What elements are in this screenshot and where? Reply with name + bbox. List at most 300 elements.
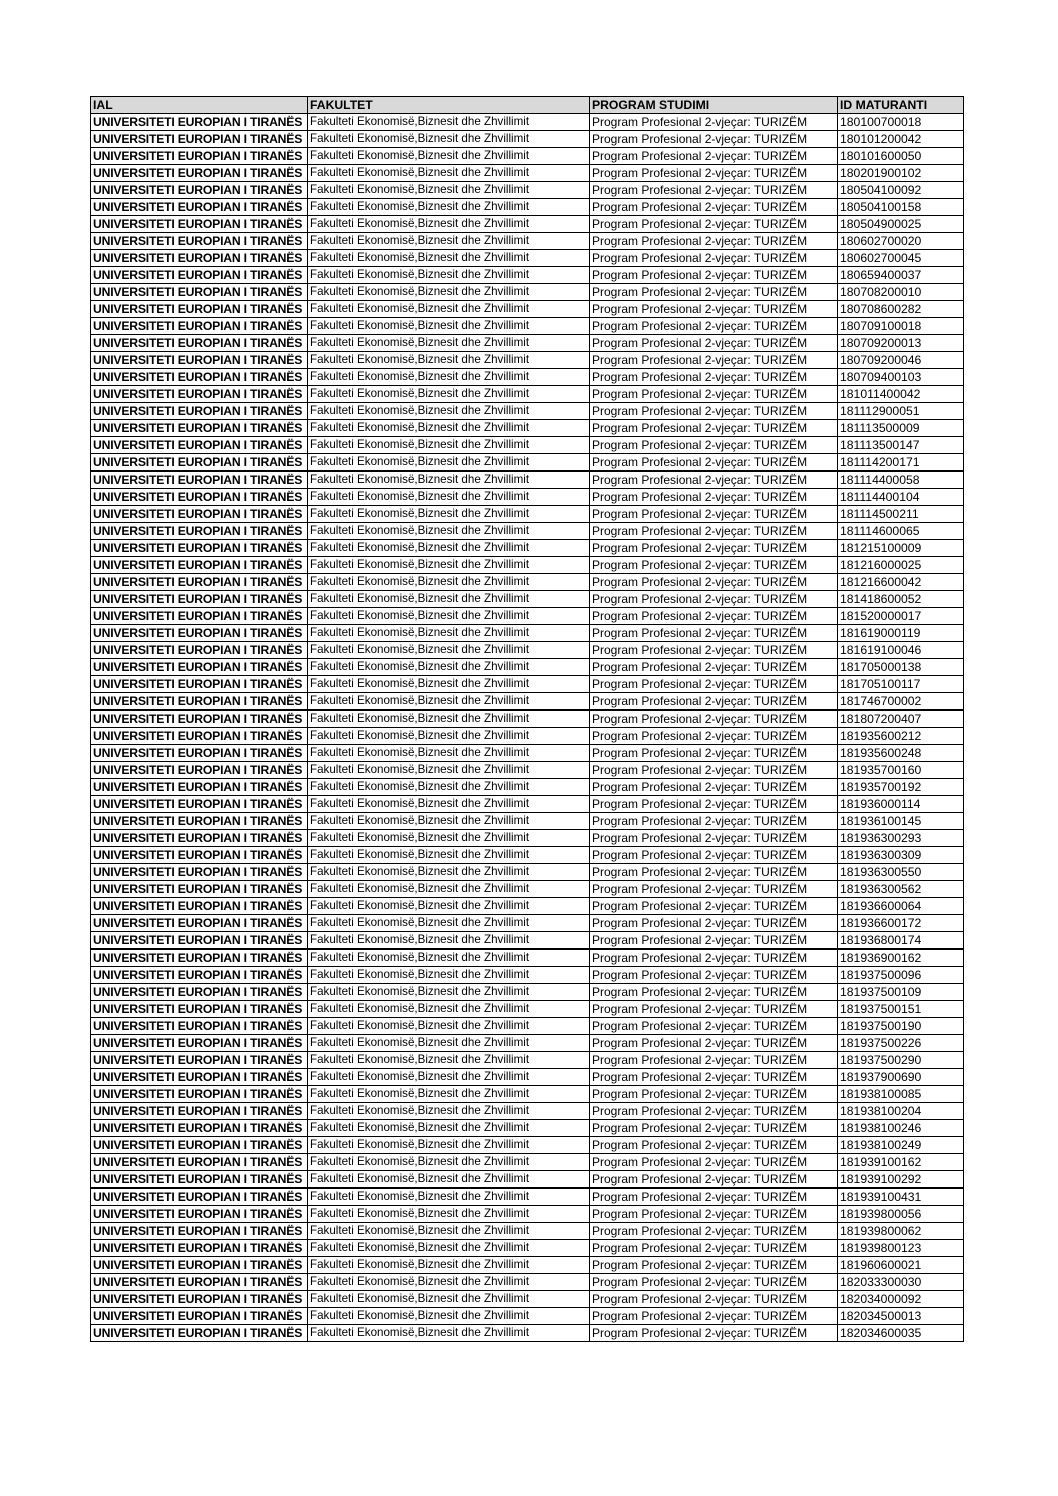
table-row [91, 1171, 964, 1189]
table-row [91, 540, 964, 557]
cell-ial: UNIVERSITETI EUROPIAN I TIRANËS [91, 710, 308, 728]
cell-program: Program Profesional 2-vjeçar: TURIZËM [590, 540, 838, 557]
table-row [91, 1001, 964, 1018]
cell-fakultet: Fakulteti Ekonomisë,Biznesit dhe Zhvillimit [308, 506, 590, 523]
table-row [91, 233, 964, 250]
cell-fakultet: Fakulteti Ekonomisë,Biznesit dhe Zhvillimit [308, 301, 590, 318]
cell-program: Program Profesional 2-vjeçar: TURIZËM [590, 676, 838, 693]
cell-id-maturanti: 181112900051 [838, 403, 964, 420]
cell-fakultet: Fakulteti Ekonomisë,Biznesit dhe Zhvillimit [308, 728, 590, 745]
cell-program: Program Profesional 2-vjeçar: TURIZËM [590, 1120, 838, 1137]
cell-fakultet: Fakulteti Ekonomisë,Biznesit dhe Zhvillimit [308, 796, 590, 813]
cell-ial: UNIVERSITETI EUROPIAN I TIRANËS [91, 1240, 308, 1257]
cell-ial: UNIVERSITETI EUROPIAN I TIRANËS [91, 1206, 308, 1223]
cell-fakultet: Fakulteti Ekonomisë,Biznesit dhe Zhvillimit [308, 898, 590, 915]
table-row [91, 216, 964, 233]
cell-ial: UNIVERSITETI EUROPIAN I TIRANËS [91, 216, 308, 233]
cell-id-maturanti: 181938100249 [838, 1137, 964, 1154]
cell-program: Program Profesional 2-vjeçar: TURIZËM [590, 1086, 838, 1103]
cell-ial: UNIVERSITETI EUROPIAN I TIRANËS [91, 984, 308, 1001]
cell-fakultet: Fakulteti Ekonomisë,Biznesit dhe Zhvillimit [308, 284, 590, 301]
cell-ial: UNIVERSITETI EUROPIAN I TIRANËS [91, 608, 308, 625]
cell-fakultet: Fakulteti Ekonomisë,Biznesit dhe Zhvillimit [308, 523, 590, 540]
table-body [91, 114, 964, 1342]
cell-ial: UNIVERSITETI EUROPIAN I TIRANËS [91, 318, 308, 335]
table-row [91, 199, 964, 216]
cell-ial: UNIVERSITETI EUROPIAN I TIRANËS [91, 114, 308, 131]
cell-fakultet: Fakulteti Ekonomisë,Biznesit dhe Zhvillimit [308, 131, 590, 148]
cell-id-maturanti: 180708600282 [838, 301, 964, 318]
cell-fakultet: Fakulteti Ekonomisë,Biznesit dhe Zhvillimit [308, 1240, 590, 1257]
table-row [91, 608, 964, 625]
cell-fakultet: Fakulteti Ekonomisë,Biznesit dhe Zhvillimit [308, 489, 590, 506]
cell-program: Program Profesional 2-vjeçar: TURIZËM [590, 1171, 838, 1189]
header-fakultet: FAKULTET [308, 97, 590, 114]
cell-id-maturanti: 180101600050 [838, 148, 964, 165]
cell-program: Program Profesional 2-vjeçar: TURIZËM [590, 165, 838, 182]
cell-fakultet: Fakulteti Ekonomisë,Biznesit dhe Zhvillimit [308, 148, 590, 165]
cell-fakultet: Fakulteti Ekonomisë,Biznesit dhe Zhvillimit [308, 1325, 590, 1342]
cell-id-maturanti: 181936600172 [838, 915, 964, 932]
cell-program: Program Profesional 2-vjeçar: TURIZËM [590, 710, 838, 728]
cell-fakultet: Fakulteti Ekonomisë,Biznesit dhe Zhvillimit [308, 967, 590, 984]
cell-id-maturanti: 180504100092 [838, 182, 964, 199]
cell-program: Program Profesional 2-vjeçar: TURIZËM [590, 301, 838, 318]
table-row [91, 182, 964, 199]
cell-id-maturanti: 180709400103 [838, 369, 964, 386]
cell-ial: UNIVERSITETI EUROPIAN I TIRANËS [91, 1001, 308, 1018]
cell-ial: UNIVERSITETI EUROPIAN I TIRANËS [91, 676, 308, 693]
cell-fakultet: Fakulteti Ekonomisë,Biznesit dhe Zhvillimit [308, 1069, 590, 1086]
table-row [91, 642, 964, 659]
cell-fakultet: Fakulteti Ekonomisë,Biznesit dhe Zhvillimit [308, 779, 590, 796]
cell-ial: UNIVERSITETI EUROPIAN I TIRANËS [91, 557, 308, 574]
table-row [91, 1018, 964, 1035]
cell-id-maturanti: 180504900025 [838, 216, 964, 233]
cell-fakultet: Fakulteti Ekonomisë,Biznesit dhe Zhvillimit [308, 710, 590, 728]
cell-program: Program Profesional 2-vjeçar: TURIZËM [590, 1291, 838, 1308]
cell-program: Program Profesional 2-vjeçar: TURIZËM [590, 420, 838, 437]
cell-fakultet: Fakulteti Ekonomisë,Biznesit dhe Zhvillimit [308, 1018, 590, 1035]
table-row [91, 1308, 964, 1325]
cell-ial: UNIVERSITETI EUROPIAN I TIRANËS [91, 250, 308, 267]
cell-id-maturanti: 181936000114 [838, 796, 964, 813]
cell-fakultet: Fakulteti Ekonomisë,Biznesit dhe Zhvillimit [308, 1223, 590, 1240]
cell-ial: UNIVERSITETI EUROPIAN I TIRANËS [91, 233, 308, 250]
cell-ial: UNIVERSITETI EUROPIAN I TIRANËS [91, 301, 308, 318]
cell-fakultet: Fakulteti Ekonomisë,Biznesit dhe Zhvillimit [308, 386, 590, 403]
cell-id-maturanti: 181705000138 [838, 659, 964, 676]
cell-id-maturanti: 180602700020 [838, 233, 964, 250]
cell-program: Program Profesional 2-vjeçar: TURIZËM [590, 216, 838, 233]
table-row [91, 1188, 964, 1206]
cell-ial: UNIVERSITETI EUROPIAN I TIRANËS [91, 182, 308, 199]
cell-fakultet: Fakulteti Ekonomisë,Biznesit dhe Zhvillimit [308, 165, 590, 182]
cell-program: Program Profesional 2-vjeçar: TURIZËM [590, 131, 838, 148]
cell-id-maturanti: 180100700018 [838, 114, 964, 131]
cell-fakultet: Fakulteti Ekonomisë,Biznesit dhe Zhvillimit [308, 745, 590, 762]
cell-fakultet: Fakulteti Ekonomisë,Biznesit dhe Zhvillimit [308, 233, 590, 250]
table-row [91, 131, 964, 148]
cell-program: Program Profesional 2-vjeçar: TURIZËM [590, 915, 838, 932]
table-row [91, 1154, 964, 1171]
cell-fakultet: Fakulteti Ekonomisë,Biznesit dhe Zhvillimit [308, 830, 590, 847]
cell-ial: UNIVERSITETI EUROPIAN I TIRANËS [91, 420, 308, 437]
cell-id-maturanti: 180709200013 [838, 335, 964, 352]
cell-id-maturanti: 180709200046 [838, 352, 964, 369]
cell-fakultet: Fakulteti Ekonomisë,Biznesit dhe Zhvillimit [308, 693, 590, 711]
cell-fakultet: Fakulteti Ekonomisë,Biznesit dhe Zhvillimit [308, 949, 590, 967]
cell-program: Program Profesional 2-vjeçar: TURIZËM [590, 1137, 838, 1154]
cell-id-maturanti: 181936800174 [838, 932, 964, 950]
cell-fakultet: Fakulteti Ekonomisë,Biznesit dhe Zhvillimit [308, 1188, 590, 1206]
cell-program: Program Profesional 2-vjeçar: TURIZËM [590, 199, 838, 216]
cell-program: Program Profesional 2-vjeçar: TURIZËM [590, 967, 838, 984]
cell-ial: UNIVERSITETI EUROPIAN I TIRANËS [91, 369, 308, 386]
cell-ial: UNIVERSITETI EUROPIAN I TIRANËS [91, 1257, 308, 1274]
cell-id-maturanti: 181937500151 [838, 1001, 964, 1018]
cell-ial: UNIVERSITETI EUROPIAN I TIRANËS [91, 165, 308, 182]
table-row [91, 471, 964, 489]
cell-program: Program Profesional 2-vjeçar: TURIZËM [590, 813, 838, 830]
cell-fakultet: Fakulteti Ekonomisë,Biznesit dhe Zhvillimit [308, 335, 590, 352]
cell-program: Program Profesional 2-vjeçar: TURIZËM [590, 454, 838, 472]
cell-program: Program Profesional 2-vjeçar: TURIZËM [590, 1325, 838, 1342]
table-row [91, 148, 964, 165]
cell-ial: UNIVERSITETI EUROPIAN I TIRANËS [91, 1086, 308, 1103]
cell-fakultet: Fakulteti Ekonomisë,Biznesit dhe Zhvillimit [308, 182, 590, 199]
cell-id-maturanti: 182033300030 [838, 1274, 964, 1291]
cell-fakultet: Fakulteti Ekonomisë,Biznesit dhe Zhvillimit [308, 199, 590, 216]
cell-ial: UNIVERSITETI EUROPIAN I TIRANËS [91, 949, 308, 967]
table-row [91, 659, 964, 676]
cell-ial: UNIVERSITETI EUROPIAN I TIRANËS [91, 386, 308, 403]
table-row [91, 1103, 964, 1120]
cell-program: Program Profesional 2-vjeçar: TURIZËM [590, 267, 838, 284]
cell-ial: UNIVERSITETI EUROPIAN I TIRANËS [91, 131, 308, 148]
cell-fakultet: Fakulteti Ekonomisë,Biznesit dhe Zhvillimit [308, 984, 590, 1001]
cell-id-maturanti: 181937500290 [838, 1052, 964, 1069]
cell-id-maturanti: 181520000017 [838, 608, 964, 625]
cell-id-maturanti: 181939100162 [838, 1154, 964, 1171]
table-row [91, 796, 964, 813]
table-header-row [91, 97, 964, 114]
cell-id-maturanti: 181938100246 [838, 1120, 964, 1137]
cell-id-maturanti: 181215100009 [838, 540, 964, 557]
cell-program: Program Profesional 2-vjeçar: TURIZËM [590, 523, 838, 540]
cell-ial: UNIVERSITETI EUROPIAN I TIRANËS [91, 148, 308, 165]
cell-fakultet: Fakulteti Ekonomisë,Biznesit dhe Zhvillimit [308, 216, 590, 233]
cell-id-maturanti: 181113500147 [838, 437, 964, 454]
cell-program: Program Profesional 2-vjeçar: TURIZËM [590, 574, 838, 591]
table-row [91, 881, 964, 898]
table-row [91, 1240, 964, 1257]
cell-fakultet: Fakulteti Ekonomisë,Biznesit dhe Zhvillimit [308, 1257, 590, 1274]
cell-id-maturanti: 181939800123 [838, 1240, 964, 1257]
table-row [91, 1086, 964, 1103]
cell-ial: UNIVERSITETI EUROPIAN I TIRANËS [91, 881, 308, 898]
cell-program: Program Profesional 2-vjeçar: TURIZËM [590, 233, 838, 250]
cell-program: Program Profesional 2-vjeçar: TURIZËM [590, 386, 838, 403]
cell-program: Program Profesional 2-vjeçar: TURIZËM [590, 864, 838, 881]
cell-fakultet: Fakulteti Ekonomisë,Biznesit dhe Zhvillimit [308, 1052, 590, 1069]
cell-ial: UNIVERSITETI EUROPIAN I TIRANËS [91, 267, 308, 284]
cell-ial: UNIVERSITETI EUROPIAN I TIRANËS [91, 779, 308, 796]
cell-id-maturanti: 181216600042 [838, 574, 964, 591]
table-row [91, 779, 964, 796]
cell-id-maturanti: 181935600212 [838, 728, 964, 745]
table-row [91, 898, 964, 915]
cell-fakultet: Fakulteti Ekonomisë,Biznesit dhe Zhvillimit [308, 1086, 590, 1103]
cell-program: Program Profesional 2-vjeçar: TURIZËM [590, 728, 838, 745]
cell-program: Program Profesional 2-vjeçar: TURIZËM [590, 1018, 838, 1035]
cell-id-maturanti: 181937500226 [838, 1035, 964, 1052]
table-row [91, 1137, 964, 1154]
cell-ial: UNIVERSITETI EUROPIAN I TIRANËS [91, 847, 308, 864]
cell-id-maturanti: 181937500190 [838, 1018, 964, 1035]
cell-ial: UNIVERSITETI EUROPIAN I TIRANËS [91, 199, 308, 216]
table-row [91, 915, 964, 932]
cell-ial: UNIVERSITETI EUROPIAN I TIRANËS [91, 830, 308, 847]
cell-id-maturanti: 181939100431 [838, 1188, 964, 1206]
cell-program: Program Profesional 2-vjeçar: TURIZËM [590, 898, 838, 915]
cell-fakultet: Fakulteti Ekonomisë,Biznesit dhe Zhvillimit [308, 676, 590, 693]
table-row [91, 710, 964, 728]
cell-id-maturanti: 181746700002 [838, 693, 964, 711]
cell-ial: UNIVERSITETI EUROPIAN I TIRANËS [91, 352, 308, 369]
table-row [91, 352, 964, 369]
table-row [91, 437, 964, 454]
cell-ial: UNIVERSITETI EUROPIAN I TIRANËS [91, 335, 308, 352]
cell-id-maturanti: 182034000092 [838, 1291, 964, 1308]
cell-fakultet: Fakulteti Ekonomisë,Biznesit dhe Zhvillimit [308, 557, 590, 574]
cell-fakultet: Fakulteti Ekonomisë,Biznesit dhe Zhvillimit [308, 1137, 590, 1154]
table-row [91, 625, 964, 642]
cell-ial: UNIVERSITETI EUROPIAN I TIRANËS [91, 284, 308, 301]
cell-fakultet: Fakulteti Ekonomisë,Biznesit dhe Zhvillimit [308, 1035, 590, 1052]
table-row [91, 420, 964, 437]
cell-program: Program Profesional 2-vjeçar: TURIZËM [590, 1257, 838, 1274]
cell-ial: UNIVERSITETI EUROPIAN I TIRANËS [91, 1291, 308, 1308]
student-table [90, 96, 964, 1342]
cell-id-maturanti: 181011400042 [838, 386, 964, 403]
cell-ial: UNIVERSITETI EUROPIAN I TIRANËS [91, 1018, 308, 1035]
cell-id-maturanti: 181113500009 [838, 420, 964, 437]
cell-ial: UNIVERSITETI EUROPIAN I TIRANËS [91, 693, 308, 711]
table-row [91, 1325, 964, 1342]
table-row [91, 693, 964, 711]
cell-ial: UNIVERSITETI EUROPIAN I TIRANËS [91, 437, 308, 454]
cell-program: Program Profesional 2-vjeçar: TURIZËM [590, 1052, 838, 1069]
table-row [91, 847, 964, 864]
document-page [90, 96, 963, 1342]
table-row [91, 932, 964, 950]
cell-fakultet: Fakulteti Ekonomisë,Biznesit dhe Zhvillimit [308, 1171, 590, 1189]
cell-ial: UNIVERSITETI EUROPIAN I TIRANËS [91, 813, 308, 830]
table-row [91, 745, 964, 762]
table-row [91, 949, 964, 967]
cell-program: Program Profesional 2-vjeçar: TURIZËM [590, 830, 838, 847]
cell-fakultet: Fakulteti Ekonomisë,Biznesit dhe Zhvillimit [308, 642, 590, 659]
cell-id-maturanti: 181938100204 [838, 1103, 964, 1120]
cell-fakultet: Fakulteti Ekonomisë,Biznesit dhe Zhvillimit [308, 591, 590, 608]
table-row [91, 114, 964, 131]
cell-fakultet: Fakulteti Ekonomisë,Biznesit dhe Zhvillimit [308, 1206, 590, 1223]
table-row [91, 967, 964, 984]
cell-id-maturanti: 181935700192 [838, 779, 964, 796]
cell-id-maturanti: 180101200042 [838, 131, 964, 148]
cell-ial: UNIVERSITETI EUROPIAN I TIRANËS [91, 403, 308, 420]
cell-id-maturanti: 181114200171 [838, 454, 964, 472]
cell-program: Program Profesional 2-vjeçar: TURIZËM [590, 1240, 838, 1257]
table-row [91, 386, 964, 403]
cell-id-maturanti: 181114400058 [838, 471, 964, 489]
cell-ial: UNIVERSITETI EUROPIAN I TIRANËS [91, 574, 308, 591]
cell-id-maturanti: 181619000119 [838, 625, 964, 642]
cell-fakultet: Fakulteti Ekonomisë,Biznesit dhe Zhvillimit [308, 1154, 590, 1171]
table-row [91, 728, 964, 745]
cell-fakultet: Fakulteti Ekonomisë,Biznesit dhe Zhvillimit [308, 1291, 590, 1308]
cell-ial: UNIVERSITETI EUROPIAN I TIRANËS [91, 659, 308, 676]
cell-program: Program Profesional 2-vjeçar: TURIZËM [590, 1206, 838, 1223]
cell-ial: UNIVERSITETI EUROPIAN I TIRANËS [91, 915, 308, 932]
cell-ial: UNIVERSITETI EUROPIAN I TIRANËS [91, 745, 308, 762]
cell-program: Program Profesional 2-vjeçar: TURIZËM [590, 284, 838, 301]
cell-id-maturanti: 182034500013 [838, 1308, 964, 1325]
cell-fakultet: Fakulteti Ekonomisë,Biznesit dhe Zhvillimit [308, 403, 590, 420]
cell-id-maturanti: 181619100046 [838, 642, 964, 659]
cell-ial: UNIVERSITETI EUROPIAN I TIRANËS [91, 591, 308, 608]
table-row [91, 574, 964, 591]
cell-program: Program Profesional 2-vjeçar: TURIZËM [590, 762, 838, 779]
cell-ial: UNIVERSITETI EUROPIAN I TIRANËS [91, 1069, 308, 1086]
cell-ial: UNIVERSITETI EUROPIAN I TIRANËS [91, 796, 308, 813]
table-row [91, 335, 964, 352]
cell-program: Program Profesional 2-vjeçar: TURIZËM [590, 1308, 838, 1325]
cell-fakultet: Fakulteti Ekonomisë,Biznesit dhe Zhvillimit [308, 267, 590, 284]
cell-fakultet: Fakulteti Ekonomisë,Biznesit dhe Zhvillimit [308, 1274, 590, 1291]
cell-program: Program Profesional 2-vjeçar: TURIZËM [590, 335, 838, 352]
cell-program: Program Profesional 2-vjeçar: TURIZËM [590, 881, 838, 898]
cell-id-maturanti: 181705100117 [838, 676, 964, 693]
cell-ial: UNIVERSITETI EUROPIAN I TIRANËS [91, 1120, 308, 1137]
table-row [91, 506, 964, 523]
cell-ial: UNIVERSITETI EUROPIAN I TIRANËS [91, 1154, 308, 1171]
table-row [91, 250, 964, 267]
table-row [91, 489, 964, 506]
cell-id-maturanti: 180659400037 [838, 267, 964, 284]
cell-fakultet: Fakulteti Ekonomisë,Biznesit dhe Zhvillimit [308, 574, 590, 591]
table-row [91, 1257, 964, 1274]
cell-program: Program Profesional 2-vjeçar: TURIZËM [590, 745, 838, 762]
cell-program: Program Profesional 2-vjeçar: TURIZËM [590, 625, 838, 642]
table-row [91, 403, 964, 420]
cell-program: Program Profesional 2-vjeçar: TURIZËM [590, 352, 838, 369]
cell-fakultet: Fakulteti Ekonomisë,Biznesit dhe Zhvillimit [308, 608, 590, 625]
cell-fakultet: Fakulteti Ekonomisë,Biznesit dhe Zhvillimit [308, 881, 590, 898]
cell-ial: UNIVERSITETI EUROPIAN I TIRANËS [91, 540, 308, 557]
cell-id-maturanti: 181936300562 [838, 881, 964, 898]
cell-ial: UNIVERSITETI EUROPIAN I TIRANËS [91, 454, 308, 472]
cell-program: Program Profesional 2-vjeçar: TURIZËM [590, 1274, 838, 1291]
cell-id-maturanti: 181939800056 [838, 1206, 964, 1223]
cell-ial: UNIVERSITETI EUROPIAN I TIRANËS [91, 642, 308, 659]
cell-program: Program Profesional 2-vjeçar: TURIZËM [590, 1103, 838, 1120]
cell-ial: UNIVERSITETI EUROPIAN I TIRANËS [91, 1274, 308, 1291]
table-row [91, 813, 964, 830]
table-row [91, 591, 964, 608]
cell-program: Program Profesional 2-vjeçar: TURIZËM [590, 642, 838, 659]
cell-id-maturanti: 181216000025 [838, 557, 964, 574]
cell-fakultet: Fakulteti Ekonomisë,Biznesit dhe Zhvillimit [308, 659, 590, 676]
cell-program: Program Profesional 2-vjeçar: TURIZËM [590, 608, 838, 625]
cell-program: Program Profesional 2-vjeçar: TURIZËM [590, 693, 838, 711]
table-row [91, 557, 964, 574]
header-id: ID MATURANTI [838, 97, 964, 114]
cell-program: Program Profesional 2-vjeçar: TURIZËM [590, 318, 838, 335]
header-program: PROGRAM STUDIMI [590, 97, 838, 114]
cell-program: Program Profesional 2-vjeçar: TURIZËM [590, 489, 838, 506]
table-row [91, 284, 964, 301]
header-ial: IAL [91, 97, 308, 114]
cell-id-maturanti: 181935600248 [838, 745, 964, 762]
cell-ial: UNIVERSITETI EUROPIAN I TIRANËS [91, 728, 308, 745]
table-row [91, 523, 964, 540]
cell-id-maturanti: 180602700045 [838, 250, 964, 267]
cell-fakultet: Fakulteti Ekonomisë,Biznesit dhe Zhvillimit [308, 1120, 590, 1137]
cell-ial: UNIVERSITETI EUROPIAN I TIRANËS [91, 1052, 308, 1069]
cell-id-maturanti: 181936900162 [838, 949, 964, 967]
cell-id-maturanti: 181936300293 [838, 830, 964, 847]
cell-ial: UNIVERSITETI EUROPIAN I TIRANËS [91, 1103, 308, 1120]
cell-ial: UNIVERSITETI EUROPIAN I TIRANËS [91, 898, 308, 915]
table-row [91, 1069, 964, 1086]
cell-program: Program Profesional 2-vjeçar: TURIZËM [590, 403, 838, 420]
cell-program: Program Profesional 2-vjeçar: TURIZËM [590, 437, 838, 454]
cell-fakultet: Fakulteti Ekonomisë,Biznesit dhe Zhvillimit [308, 471, 590, 489]
cell-program: Program Profesional 2-vjeçar: TURIZËM [590, 1188, 838, 1206]
table-row [91, 369, 964, 386]
cell-id-maturanti: 181937500096 [838, 967, 964, 984]
cell-program: Program Profesional 2-vjeçar: TURIZËM [590, 506, 838, 523]
table-row [91, 1291, 964, 1308]
cell-fakultet: Fakulteti Ekonomisë,Biznesit dhe Zhvillimit [308, 625, 590, 642]
cell-fakultet: Fakulteti Ekonomisë,Biznesit dhe Zhvillimit [308, 1001, 590, 1018]
cell-id-maturanti: 180708200010 [838, 284, 964, 301]
cell-id-maturanti: 182034600035 [838, 1325, 964, 1342]
cell-program: Program Profesional 2-vjeçar: TURIZËM [590, 1154, 838, 1171]
cell-ial: UNIVERSITETI EUROPIAN I TIRANËS [91, 625, 308, 642]
cell-program: Program Profesional 2-vjeçar: TURIZËM [590, 114, 838, 131]
cell-ial: UNIVERSITETI EUROPIAN I TIRANËS [91, 489, 308, 506]
cell-program: Program Profesional 2-vjeçar: TURIZËM [590, 949, 838, 967]
cell-ial: UNIVERSITETI EUROPIAN I TIRANËS [91, 1223, 308, 1240]
cell-fakultet: Fakulteti Ekonomisë,Biznesit dhe Zhvillimit [308, 932, 590, 950]
cell-fakultet: Fakulteti Ekonomisë,Biznesit dhe Zhvillimit [308, 250, 590, 267]
cell-fakultet: Fakulteti Ekonomisë,Biznesit dhe Zhvillimit [308, 762, 590, 779]
cell-id-maturanti: 181937900690 [838, 1069, 964, 1086]
cell-fakultet: Fakulteti Ekonomisë,Biznesit dhe Zhvillimit [308, 864, 590, 881]
cell-fakultet: Fakulteti Ekonomisë,Biznesit dhe Zhvillimit [308, 114, 590, 131]
table-row [91, 984, 964, 1001]
cell-ial: UNIVERSITETI EUROPIAN I TIRANËS [91, 1188, 308, 1206]
cell-program: Program Profesional 2-vjeçar: TURIZËM [590, 557, 838, 574]
cell-fakultet: Fakulteti Ekonomisë,Biznesit dhe Zhvillimit [308, 1103, 590, 1120]
cell-id-maturanti: 181939800062 [838, 1223, 964, 1240]
cell-program: Program Profesional 2-vjeçar: TURIZËM [590, 847, 838, 864]
cell-fakultet: Fakulteti Ekonomisë,Biznesit dhe Zhvillimit [308, 420, 590, 437]
cell-ial: UNIVERSITETI EUROPIAN I TIRANËS [91, 1308, 308, 1325]
